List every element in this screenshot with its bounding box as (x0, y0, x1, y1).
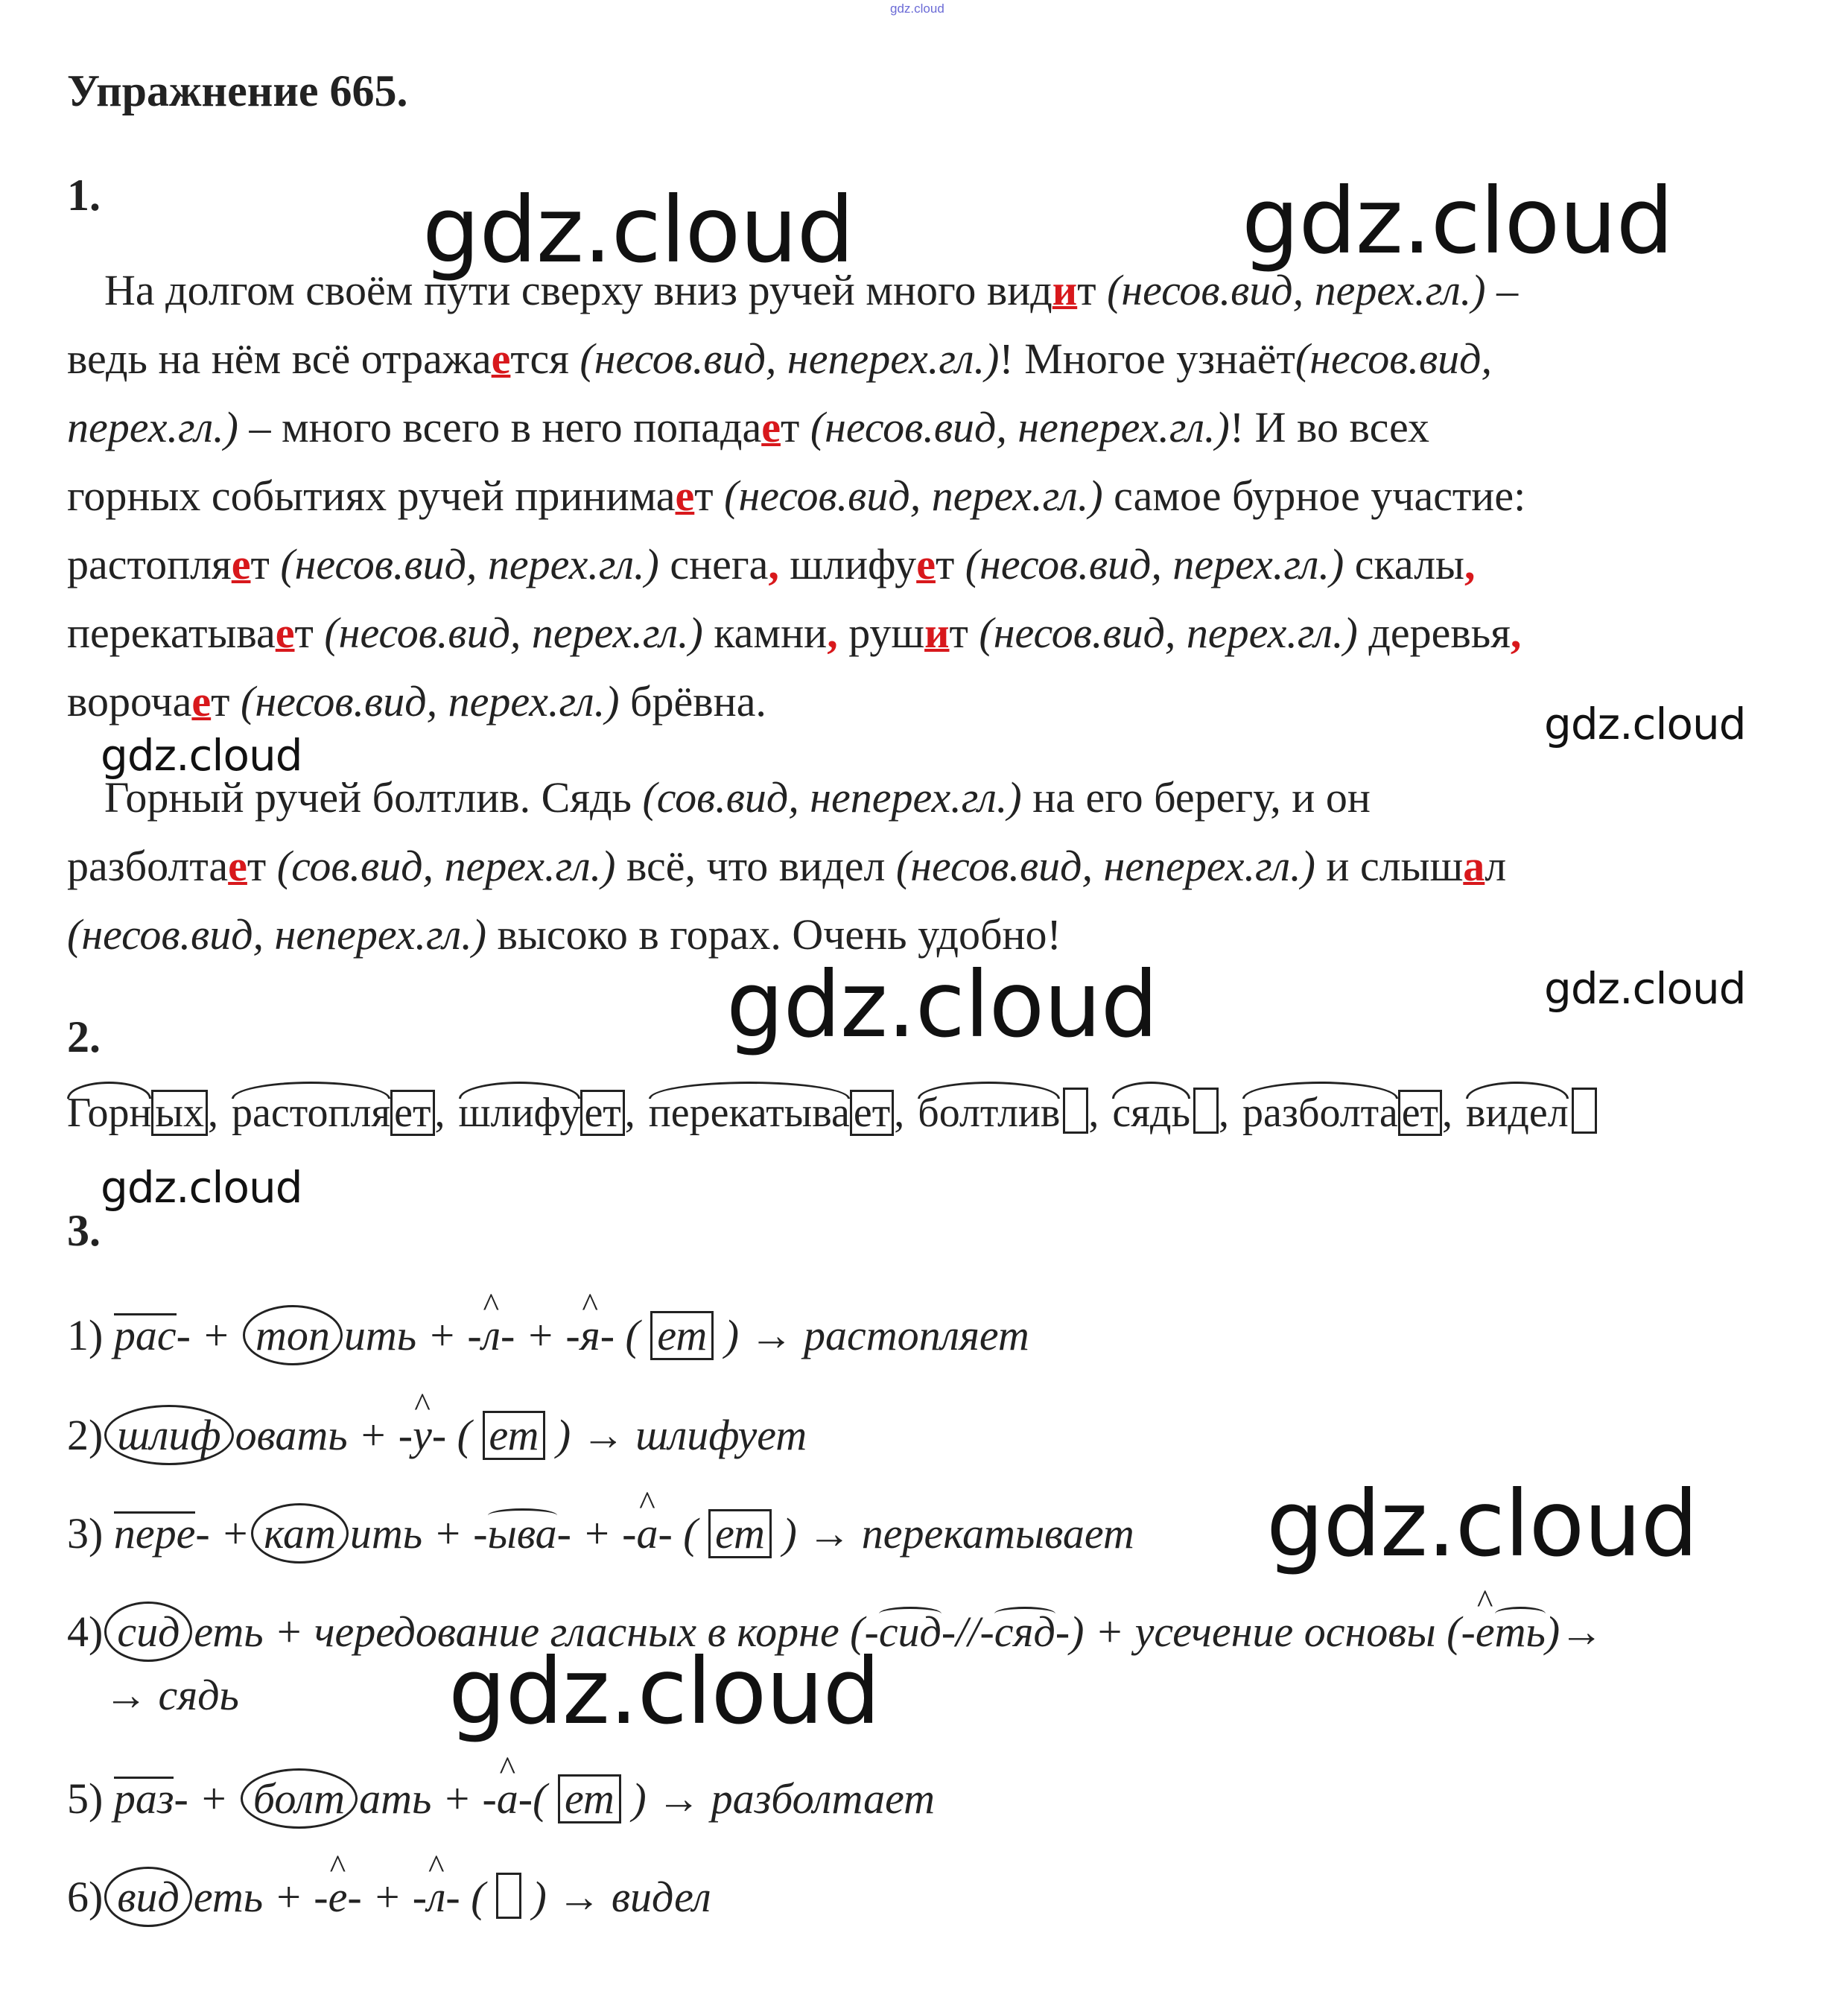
parsed-word (459, 1089, 635, 1140)
item-number: 4) (67, 1607, 104, 1656)
parsed-word (232, 1089, 445, 1140)
watermark: gdz.cloud (726, 952, 1158, 1058)
text-run: ! И во всех (1229, 403, 1429, 451)
word-stem: Горн (67, 1090, 152, 1136)
highlighted-comma: , (768, 540, 779, 588)
ending-box: ет (580, 1090, 624, 1136)
text-run: на его берегу, и он (1021, 773, 1371, 822)
text-run: ) (545, 1411, 582, 1459)
parsed-word (1242, 1089, 1452, 1140)
annotation: (несов.вид, перех.гл.) (979, 609, 1358, 657)
annotation: (несов.вид, (1295, 334, 1492, 383)
watermark: gdz.cloud (101, 1162, 302, 1213)
text-run: л (1485, 842, 1507, 890)
text-run: - + - (347, 1873, 428, 1921)
text-run: и слыш (1315, 842, 1464, 890)
text-run: - ( (431, 1411, 483, 1459)
root-circled: топ (243, 1305, 343, 1365)
watermark: gdz.cloud (448, 1639, 880, 1745)
word-stem: болтлив (918, 1090, 1061, 1136)
text-run: скалы (1344, 540, 1465, 588)
item-number: 5) (67, 1774, 114, 1823)
text-run: т (250, 540, 281, 588)
highlighted-comma: , (827, 609, 838, 657)
annotation: (сов.вид, неперех.гл.) (642, 773, 1022, 822)
text-run: т (294, 609, 325, 657)
root-circled: вид (104, 1867, 192, 1927)
text-run: - + (174, 1774, 239, 1823)
parsed-word (1112, 1088, 1229, 1140)
text-run: ить + - (343, 1311, 482, 1359)
item-number: 2) (67, 1411, 104, 1459)
annotation: (несов.вид, неперех.гл.) (580, 334, 1000, 383)
paragraph-2 (67, 764, 1758, 969)
text-run: т (935, 540, 965, 588)
word-stem: шлифу (458, 1090, 581, 1136)
ending-box: ет (1398, 1090, 1442, 1136)
item-number: 3) (67, 1509, 114, 1558)
word-stem: видел (1466, 1090, 1569, 1136)
annotation: перех.гл.) (67, 403, 238, 451)
text-run: - + - (500, 1311, 580, 1359)
highlighted-ending: е (491, 334, 511, 383)
text-line (67, 599, 1758, 667)
text-run: снега (658, 540, 769, 588)
exercise-title: Упражнение 665. (67, 66, 408, 115)
suffix: ^ а (636, 1508, 658, 1558)
prefix: раз (113, 1774, 174, 1823)
text-run: еть + чередование гласных в корне (- (194, 1607, 879, 1656)
item-number: 6) (67, 1873, 104, 1921)
arrow-icon: → (104, 1671, 147, 1719)
annotation: (несов.вид, неперех.гл.) (810, 403, 1230, 451)
text-run: Горный ручей болтлив. Сядь (104, 773, 643, 822)
section-1-number: 1. (67, 171, 101, 220)
text-line (67, 667, 1758, 736)
annotation: (несов.вид, перех.гл.) (241, 677, 620, 726)
watermark: gdz.cloud (1242, 168, 1674, 274)
highlighted-ending: а (1463, 842, 1485, 890)
arrow-icon: → (581, 1411, 625, 1459)
watermark: gdz.cloud (422, 177, 854, 283)
item-number: 1) (67, 1311, 114, 1359)
text-line (67, 325, 1758, 393)
text-run: - + (195, 1509, 250, 1558)
word-stem: растопля (232, 1090, 391, 1136)
watermark: gdz.cloud (101, 730, 302, 781)
suffix: ^ я (580, 1310, 600, 1360)
arrow-icon: → (557, 1873, 601, 1921)
text-run: горных событиях ручей принима (67, 472, 676, 520)
word-stem: разболта (1242, 1090, 1398, 1136)
root-circled: болт (241, 1768, 358, 1829)
ending-box: ет (708, 1509, 772, 1558)
text-line (67, 764, 1758, 832)
section-2-number: 2. (67, 1012, 101, 1061)
text-run: т (211, 677, 241, 726)
null-ending-box (496, 1873, 521, 1919)
paragraph-1 (67, 256, 1758, 736)
parsed-word (1466, 1088, 1597, 1140)
text-run: – (1485, 266, 1519, 314)
text-run: высоко в горах. Очень удобно! (486, 910, 1061, 959)
result-word: видел (600, 1873, 711, 1921)
null-ending-box (1063, 1088, 1088, 1134)
text-run: еть + - (193, 1873, 328, 1921)
prefix: пере (113, 1509, 196, 1558)
annotation: (несов.вид, перех.гл.) (965, 540, 1344, 588)
text-run: ведь на нём всё отража (67, 334, 492, 383)
text-run: вороча (67, 677, 192, 726)
top-watermark: gdz.cloud (890, 1, 944, 16)
root-circled: шлиф (104, 1405, 233, 1465)
text-run: т (1077, 266, 1096, 314)
ending-box: ых (151, 1090, 208, 1136)
suffix: ^ л (427, 1872, 445, 1922)
suffix: ^ а (497, 1774, 518, 1823)
annotation: (сов.вид, перех.гл.) (276, 842, 616, 890)
text-run: шлифу (778, 540, 917, 588)
text-run: растопля (67, 540, 232, 588)
ending-box: ет (850, 1090, 894, 1136)
arrow-icon: → (1560, 1607, 1604, 1656)
word-stem: сядь (1112, 1090, 1190, 1136)
annotation: (несов.вид, перех.гл.) (1107, 266, 1486, 314)
separator: , (1219, 1090, 1229, 1136)
text-run: разболта (67, 842, 229, 890)
highlighted-comma: , (1464, 540, 1476, 588)
derivation-5 (67, 1768, 935, 1829)
highlighted-ending: е (761, 403, 781, 451)
highlighted-ending: и (1052, 266, 1078, 314)
text-run: -) + усечение основы (- (1055, 1607, 1476, 1656)
watermark: gdz.cloud (1266, 1471, 1698, 1577)
arrow-icon: → (807, 1509, 851, 1558)
parsed-word (918, 1088, 1099, 1140)
separator: , (624, 1090, 635, 1136)
text-run: - ( (658, 1509, 709, 1558)
text-run: ) (521, 1873, 558, 1921)
text-line (67, 530, 1758, 599)
suffix: ^ л (482, 1310, 501, 1360)
prefix: рас (113, 1311, 177, 1359)
text-run: - ( (600, 1311, 651, 1359)
annotation: (несов.вид, перех.гл.) (724, 472, 1103, 520)
arrow-icon: → (657, 1774, 701, 1823)
result-word: растопляет (793, 1311, 1029, 1359)
text-run: ) (620, 1774, 658, 1823)
derivation-4-continuation (104, 1670, 239, 1720)
ending-box: ет (650, 1311, 714, 1360)
highlighted-comma: , (1510, 609, 1522, 657)
root-variant: сяд (994, 1607, 1055, 1656)
null-ending-box (1572, 1088, 1597, 1134)
text-run: перекатыва (67, 609, 276, 657)
ending-box: ет (390, 1090, 434, 1136)
text-run: самое бурное участие: (1102, 472, 1526, 520)
result-word: разболтает (700, 1774, 935, 1823)
text-run: овать + - (235, 1411, 413, 1459)
text-run: - + (176, 1311, 242, 1359)
text-run: ать + - (359, 1774, 497, 1823)
highlighted-ending: е (675, 472, 695, 520)
ending-box: ет (558, 1774, 621, 1823)
root-variant: сид (878, 1607, 942, 1656)
result-word: перекатывает (851, 1509, 1134, 1558)
text-line (67, 462, 1758, 530)
highlighted-ending: е (916, 540, 936, 588)
text-line (67, 832, 1758, 901)
separator: , (1088, 1090, 1099, 1136)
derivation-1 (67, 1305, 1029, 1365)
highlighted-ending: е (191, 677, 212, 726)
text-run: ить + - (349, 1509, 488, 1558)
text-run: деревья (1357, 609, 1511, 657)
text-run: ) (714, 1311, 750, 1359)
text-line (67, 393, 1758, 462)
separator: , (1442, 1090, 1453, 1136)
text-run: т (247, 842, 277, 890)
text-run: брёвна. (619, 677, 766, 726)
text-run: - ( (445, 1873, 497, 1921)
text-run: тся (510, 334, 580, 383)
text-run: руш (837, 609, 925, 657)
annotation: (несов.вид, неперех.гл.) (895, 842, 1315, 890)
ending-box: ет (483, 1411, 546, 1460)
text-run: -( (518, 1774, 558, 1823)
root-circled: сид (104, 1602, 192, 1662)
text-run: На долгом своём пути сверху вниз ручей много вид (104, 266, 1052, 314)
arrow-icon: → (749, 1311, 793, 1359)
morpheme-parse-line (67, 1088, 1597, 1140)
highlighted-ending: е (231, 540, 251, 588)
text-run: ) (771, 1509, 808, 1558)
suffix: ^ у (413, 1410, 432, 1460)
text-run: -//- (941, 1607, 994, 1656)
text-run: камни (702, 609, 828, 657)
suffix: ^ е (328, 1872, 348, 1922)
annotation: (несов.вид, перех.гл.) (324, 609, 703, 657)
text-run: т (949, 609, 979, 657)
suffix: ^ е (1476, 1607, 1495, 1657)
highlighted-ending: е (228, 842, 247, 890)
parsed-word (67, 1089, 218, 1140)
text-run: - + - (556, 1509, 637, 1558)
separator: , (434, 1090, 445, 1136)
parsed-word (649, 1089, 904, 1140)
annotation: (несов.вид, неперех.гл.) (67, 910, 487, 959)
highlighted-ending: и (924, 609, 950, 657)
section-3-number: 3. (67, 1206, 101, 1255)
result-word: сядь (147, 1671, 239, 1719)
root-circled: кат (251, 1503, 349, 1564)
watermark: gdz.cloud (1544, 963, 1746, 1014)
text-run: ! Многое узнаёт (999, 334, 1295, 383)
highlighted-ending: е (275, 609, 295, 657)
suffix: ыва (487, 1509, 557, 1558)
word-stem: перекатыва (648, 1090, 850, 1136)
watermark: gdz.cloud (1544, 699, 1746, 749)
derivation-3 (67, 1503, 1134, 1564)
text-run: всё, что видел (615, 842, 896, 890)
result-word: шлифует (624, 1411, 807, 1459)
text-run: т (694, 472, 725, 520)
derivation-2 (67, 1405, 807, 1465)
null-ending-box (1193, 1088, 1219, 1134)
ending: ть (1494, 1607, 1546, 1656)
text-run: – много всего в него попада (238, 403, 762, 451)
derivation-6 (67, 1867, 711, 1927)
text-run: т (780, 403, 810, 451)
separator: , (208, 1090, 219, 1136)
annotation: (несов.вид, перех.гл.) (280, 540, 659, 588)
separator: , (894, 1090, 905, 1136)
text-run: ) (1545, 1607, 1560, 1656)
